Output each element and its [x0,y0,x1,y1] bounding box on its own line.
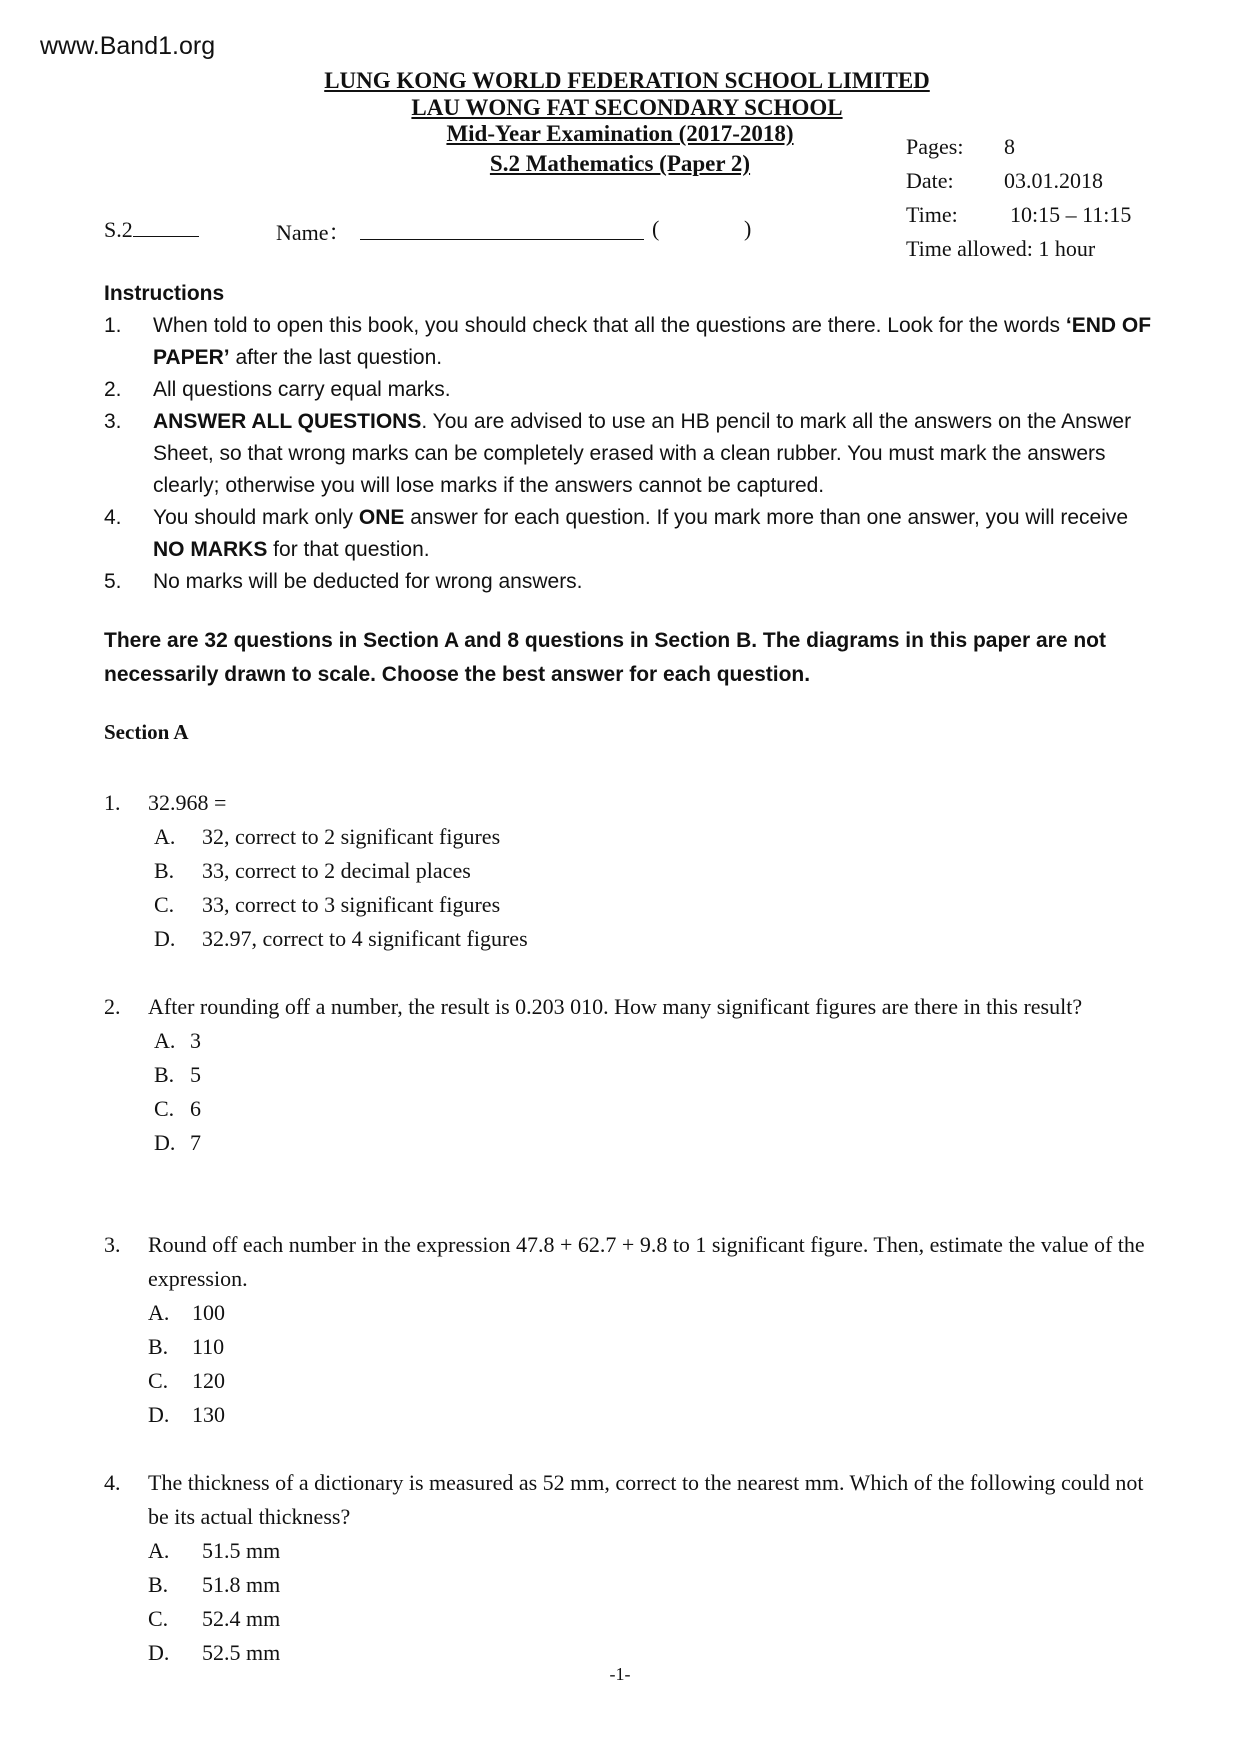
question-4 [104,1466,1164,1670]
question-number: 1. [104,790,121,815]
instruction-item [104,406,1164,502]
pages-value: 8 [1004,134,1015,159]
instruction-item [104,374,1164,406]
meta-pages [906,134,1015,160]
instruction-number: 2. [104,378,122,401]
instruction-item [104,502,1164,566]
option-a: A. 32, correct to 2 significant figures [154,824,501,849]
instruction-number: 1. [104,314,122,337]
option-a: A. 3 [154,1028,201,1053]
date-label: Date: [906,168,954,193]
option-c: C. 33, correct to 3 significant figures [154,892,501,917]
question-text: The thickness of a dictionary is measured as 52 mm, correct to the nearest mm. Which of the following could not be its actual thickness? [148,1470,1144,1529]
page-number: -1- [609,1664,631,1684]
school-org-title: LUNG KONG WORLD FEDERATION SCHOOL LIMITED [324,68,930,93]
option-b: B. 5 [154,1062,201,1087]
option-d: D. 7 [154,1130,201,1155]
name-label: Name： [276,220,351,245]
option-a: A. 100 [148,1300,225,1325]
meta-date [906,168,1103,194]
question-text: Round off each number in the expression 47.8 + 62.7 + 9.8 to 1 significant figure. Then, estimate the value of the expression. [148,1232,1145,1291]
instruction-item [104,566,1164,598]
question-2 [104,990,1164,1160]
instruction-number: 5. [104,570,122,593]
watermark-text: www.Band1.org [40,32,216,60]
name-field[interactable] [276,216,644,247]
instruction-text: ANSWER ALL QUESTIONS. You are advised to use an HB pencil to mark all the answers on the Answer Sheet, so that wrong marks can be completely erased with a clean rubber. You must mark the answers clearly; otherwise you will lose marks if the answers cannot be captured. [153,410,1132,497]
exam-title: Mid-Year Examination (2017-2018) [446,121,794,146]
option-d: D. 52.5 mm [148,1640,281,1665]
school-name-title: LAU WONG FAT SECONDARY SCHOOL [411,95,843,120]
meta-time-allowed: Time allowed: 1 hour [906,236,1096,261]
paper-intro: There are 32 questions in Section A and 8 questions in Section B. The diagrams in this paper are not necessarily drawn to scale. Choose the best answer for each question. [104,629,1106,686]
option-c: C. 6 [154,1096,201,1121]
option-d: D. 130 [148,1402,225,1427]
instruction-item [104,310,1164,374]
option-a: A. 51.5 mm [148,1538,281,1563]
class-label: S.2 [104,217,133,242]
question-number: 3. [104,1232,121,1257]
question-1 [104,786,1164,956]
question-text: 32.968 = [148,790,227,815]
instruction-number: 4. [104,506,122,529]
class-number-open-paren: ( [652,216,660,241]
pages-label: Pages: [906,134,964,159]
class-field[interactable] [104,216,199,243]
question-number: 4. [104,1470,121,1495]
question-3 [104,1228,1164,1432]
instructions-title: Instructions [104,282,225,305]
instruction-text: When told to open this book, you should check that all the questions are there. Look for the words ‘END OF PAPER’ after the last question. [153,314,1152,369]
section-title: Section A [104,720,189,744]
option-c: C. 52.4 mm [148,1606,281,1631]
name-blank[interactable] [360,219,644,240]
option-b: B. 33, correct to 2 decimal places [154,858,471,883]
time-label: Time: [906,202,958,227]
option-b: B. 51.8 mm [148,1572,281,1597]
option-b: B. 110 [148,1334,225,1359]
time-value: 10:15 – 11:15 [1010,202,1132,227]
meta-time [906,202,1131,228]
instruction-text: All questions carry equal marks. [153,378,451,401]
class-blank[interactable] [133,216,199,237]
question-text: After rounding off a number, the result is 0.203 010. How many significant figures are there in this result? [148,994,1083,1019]
option-d: D. 32.97, correct to 4 significant figures [154,926,528,951]
paper-title: S.2 Mathematics (Paper 2) [489,151,751,176]
instruction-text: No marks will be deducted for wrong answers. [153,570,583,593]
instruction-number: 3. [104,410,122,433]
option-c: C. 120 [148,1368,225,1393]
class-number-close-paren: ) [744,216,752,241]
question-number: 2. [104,994,121,1019]
date-value: 03.01.2018 [1004,168,1103,193]
instruction-text: You should mark only ONE answer for each question. If you mark more than one answer, you will receive NO MARKS for that question. [153,506,1129,561]
